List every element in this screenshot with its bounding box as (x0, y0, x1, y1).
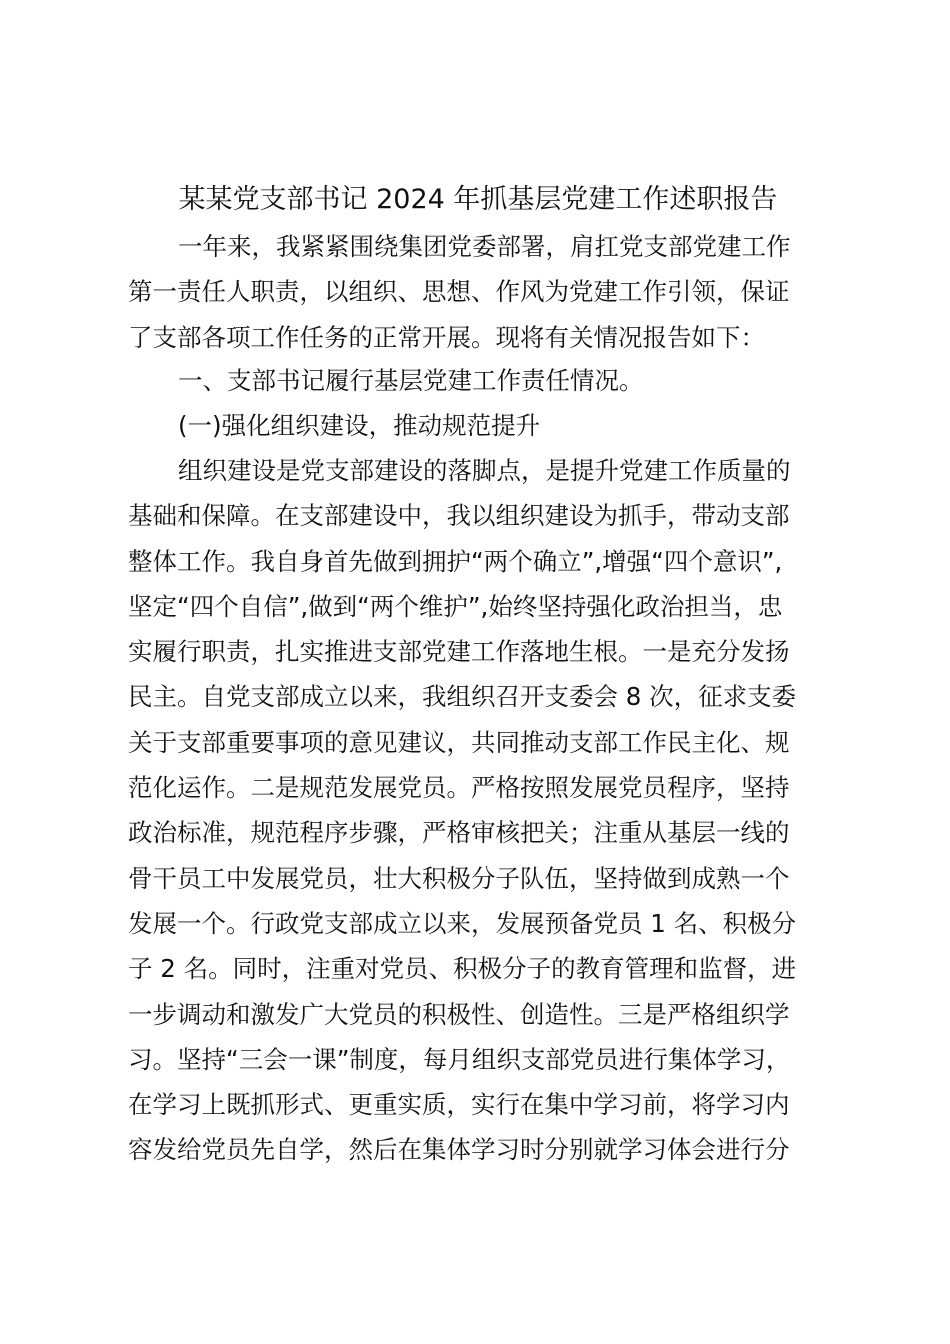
text-line: 容发给党员先自学，然后在集体学习时分别就学习体会进行分 (128, 1135, 790, 1165)
subsection-heading (128, 403, 818, 448)
text-line: 习。坚持“三会一课”制度，每月组织支部党员进行集体学习， (128, 1044, 791, 1074)
body-paragraph (128, 448, 818, 1173)
text-line: 发展一个。行政党支部成立以来，发展预备党员 1 名、积极分 (128, 908, 797, 938)
text-line: 第一责任人职责，以组织、思想、作风为党建工作引领，保证 (128, 277, 790, 307)
text-line: 整体工作。我自身首先做到拥护“两个确立”,增强“四个意识”, (128, 546, 783, 576)
subsection-heading-text: (一)强化组织建设，推动规范提升 (178, 411, 541, 440)
text-line: 实履行职责，扎实推进支部党建工作落地生根。一是充分发扬 (128, 637, 790, 667)
text-line: 坚定“四个自信”,做到“两个维护”,始终坚持强化政治担当，忠 (128, 591, 783, 621)
text-line: 组织建设是党支部建设的落脚点，是提升党建工作质量的 (178, 456, 791, 485)
document-title: 某某党支部书记 2024 年抓基层党建工作述职报告 (178, 184, 778, 215)
text-line: 关于支部重要事项的意见建议，共同推动支部工作民主化、规 (128, 727, 790, 757)
text-line: 一年来，我紧紧围绕集团党委部署，肩扛党支部党建工作 (178, 232, 791, 261)
text-line: 骨干员工中发展党员，壮大积极分子队伍，坚持做到成熟一个 (128, 863, 790, 893)
section-heading (128, 358, 818, 403)
text-line: 了支部各项工作任务的正常开展。现将有关情况报告如下： (128, 322, 765, 352)
intro-paragraph (128, 224, 818, 360)
text-line: 政治标准，规范程序步骤，严格审核把关；注重从基层一线的 (128, 818, 790, 848)
text-line: 民主。自党支部成立以来，我组织召开支委会 8 次，征求支委 (128, 682, 797, 712)
section-heading-text: 一、支部书记履行基层党建工作责任情况。 (178, 366, 644, 395)
text-line: 基础和保障。在支部建设中，我以组织建设为抓手，带动支部 (128, 501, 790, 531)
text-line: 范化运作。二是规范发展党员。严格按照发展党员程序，坚持 (128, 773, 790, 803)
text-line: 在学习上既抓形式、更重实质，实行在集中学习前，将学习内 (128, 1090, 790, 1120)
text-line: 一步调动和激发广大党员的积极性、创造性。三是严格组织学 (128, 999, 790, 1029)
text-line: 子 2 名。同时，注重对党员、积极分子的教育管理和监督，进 (128, 954, 797, 984)
